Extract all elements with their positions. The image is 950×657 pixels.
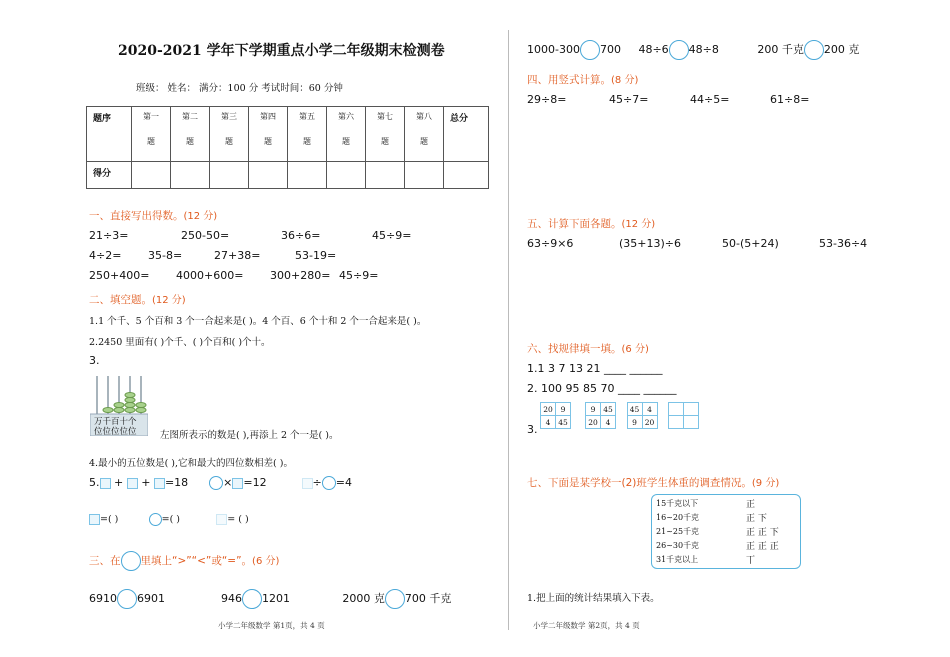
score-header-cell: 第四 题 <box>249 107 288 162</box>
s5-item: (35+13)÷6 <box>619 237 682 250</box>
pattern-grid-blank[interactable] <box>668 402 699 429</box>
survey-tally: 丅 <box>746 556 756 566</box>
score-cell[interactable] <box>132 162 171 189</box>
footer-left: 小学二年级数学 第1页，共 4 页 <box>218 621 325 630</box>
s4-item: 61÷8= <box>770 93 810 106</box>
s1-item: 4÷2= <box>89 249 122 262</box>
abacus-label-bottom: 位位位位位 <box>94 427 137 437</box>
exam-title: 2020-2021 学年下学期重点小学二年级期末检测卷 <box>118 43 445 59</box>
survey-tally: 正 <box>746 500 756 510</box>
s1-item: 53-19= <box>295 249 337 262</box>
q3-text: 左图所表示的数是( ),再添上 2 个一是( )。 <box>160 430 339 441</box>
section-5-title: 五、计算下面各题。(12 分) <box>527 218 656 230</box>
score-header-cell: 总分 <box>444 107 489 162</box>
score-header-cell: 第七 题 <box>366 107 405 162</box>
score-cell[interactable] <box>405 162 444 189</box>
q5-answers: =( ) =( ) = ( ) <box>89 513 249 526</box>
square-shape <box>232 478 243 489</box>
score-cell[interactable] <box>249 162 288 189</box>
page-divider <box>508 30 509 630</box>
circle-icon <box>242 589 262 609</box>
circle-icon <box>804 40 824 60</box>
square-shape <box>154 478 165 489</box>
section-6-title: 六、找规律填一填。(6 分) <box>527 343 649 355</box>
abacus-label-top: 万千百十个 <box>94 417 137 427</box>
s1-item: 250+400= <box>89 269 150 282</box>
q5-row: 5. + + =18 × =12 ÷ =4 <box>89 476 352 489</box>
s4-item: 29÷8= <box>527 93 567 106</box>
s4-item: 45÷7= <box>609 93 649 106</box>
q3-label: 3. <box>89 354 100 367</box>
score-header-cell: 第六 题 <box>327 107 366 162</box>
survey-tally: 正 正 正 <box>746 542 779 552</box>
score-table <box>86 106 489 189</box>
circle-shape <box>149 513 162 526</box>
s1-item: 36÷6= <box>281 229 321 242</box>
triangle-shape <box>302 478 313 489</box>
score-header-cell: 题序 <box>87 107 132 162</box>
circle-icon <box>580 40 600 60</box>
survey-label: 16~20千克 <box>656 513 700 522</box>
q1-text: 1.1 个千、5 个百和 3 个一合起来是( )。4 个百、6 个十和 2 个一合起来是( )。 <box>89 316 427 327</box>
compare-row: 1000-300 700 48÷6 48÷8 200 千克 200 克 <box>527 40 859 60</box>
score-cell[interactable] <box>366 162 405 189</box>
s1-item: 300+280= <box>270 269 331 282</box>
section-3-title: 三、在 里填上“>”“<”或“=”。(6 分) <box>89 551 279 571</box>
s1-item: 21÷3= <box>89 229 129 242</box>
score-cell[interactable] <box>327 162 366 189</box>
s6-row-2: 2. 100 95 85 70 ____ ______ <box>527 382 677 395</box>
square-shape <box>89 514 100 525</box>
survey-box <box>651 494 801 569</box>
survey-label: 26~30千克 <box>656 541 700 550</box>
s1-item: 27+38= <box>214 249 261 262</box>
score-header-cell: 第八 题 <box>405 107 444 162</box>
survey-label: 31千克以上 <box>656 555 699 564</box>
s1-item: 35-8= <box>148 249 183 262</box>
s3-items: 6910 6901 946 1201 2000 克 700 千克 <box>89 589 451 609</box>
square-shape <box>100 478 111 489</box>
score-cell[interactable] <box>288 162 327 189</box>
circle-icon <box>121 551 141 571</box>
circle-shape <box>209 476 223 490</box>
s4-item: 44÷5= <box>690 93 730 106</box>
circle-icon <box>385 589 405 609</box>
abacus-image <box>90 374 148 436</box>
s1-item: 45÷9= <box>372 229 412 242</box>
circle-icon <box>117 589 137 609</box>
score-header-cell: 第三 题 <box>210 107 249 162</box>
s1-item: 4000+600= <box>176 269 244 282</box>
pattern-grids <box>540 402 699 429</box>
exam-info: 班级： 姓名： 满分：100 分 考试时间：60 分钟 <box>136 83 343 94</box>
score-cell[interactable] <box>444 162 489 189</box>
survey-label: 15千克以下 <box>656 499 699 508</box>
section-2-title: 二、填空题。(12 分) <box>89 294 186 306</box>
s1-item: 250-50= <box>181 229 230 242</box>
score-cell[interactable] <box>171 162 210 189</box>
s5-item: 63÷9×6 <box>527 237 574 250</box>
section-4-title: 四、用竖式计算。(8 分) <box>527 74 639 86</box>
section-1-title: 一、直接写出得数。(12 分) <box>89 210 218 222</box>
score-header-cell: 第一 题 <box>132 107 171 162</box>
circle-shape <box>322 476 336 490</box>
s1-item: 45÷9= <box>339 269 379 282</box>
footer-right: 小学二年级数学 第2页，共 4 页 <box>533 621 640 630</box>
s5-item: 53-36÷4 <box>819 237 868 250</box>
score-cell[interactable] <box>210 162 249 189</box>
triangle-shape <box>216 514 227 525</box>
circle-icon <box>669 40 689 60</box>
s6-row-1: 1.1 3 7 13 21 ____ ______ <box>527 362 663 375</box>
pattern-grid-1: 20 9 4 45 <box>540 402 571 429</box>
pattern-grid-3: 45 4 9 20 <box>627 402 658 429</box>
q4-text: 4.最小的五位数是( ),它和最大的四位数相差( )。 <box>89 458 293 469</box>
s6-row-3-label: 3. <box>527 423 538 436</box>
s5-item: 50-(5+24) <box>722 237 779 250</box>
survey-tally: 正 下 <box>746 514 767 524</box>
section-7-title: 七、下面是某学校一(2)班学生体重的调查情况。(9 分) <box>527 477 780 489</box>
survey-tally: 正 正 下 <box>746 528 779 538</box>
square-shape <box>127 478 138 489</box>
score-row-label: 得分 <box>87 162 132 189</box>
pattern-grid-2: 9 45 20 4 <box>585 402 616 429</box>
score-header-cell: 第二 题 <box>171 107 210 162</box>
s7-q1: 1.把上面的统计结果填入下表。 <box>527 593 660 604</box>
q2-text: 2.2450 里面有( )个千、( )个百和( )个十。 <box>89 337 271 348</box>
survey-label: 21~25千克 <box>656 527 700 536</box>
score-header-cell: 第五 题 <box>288 107 327 162</box>
